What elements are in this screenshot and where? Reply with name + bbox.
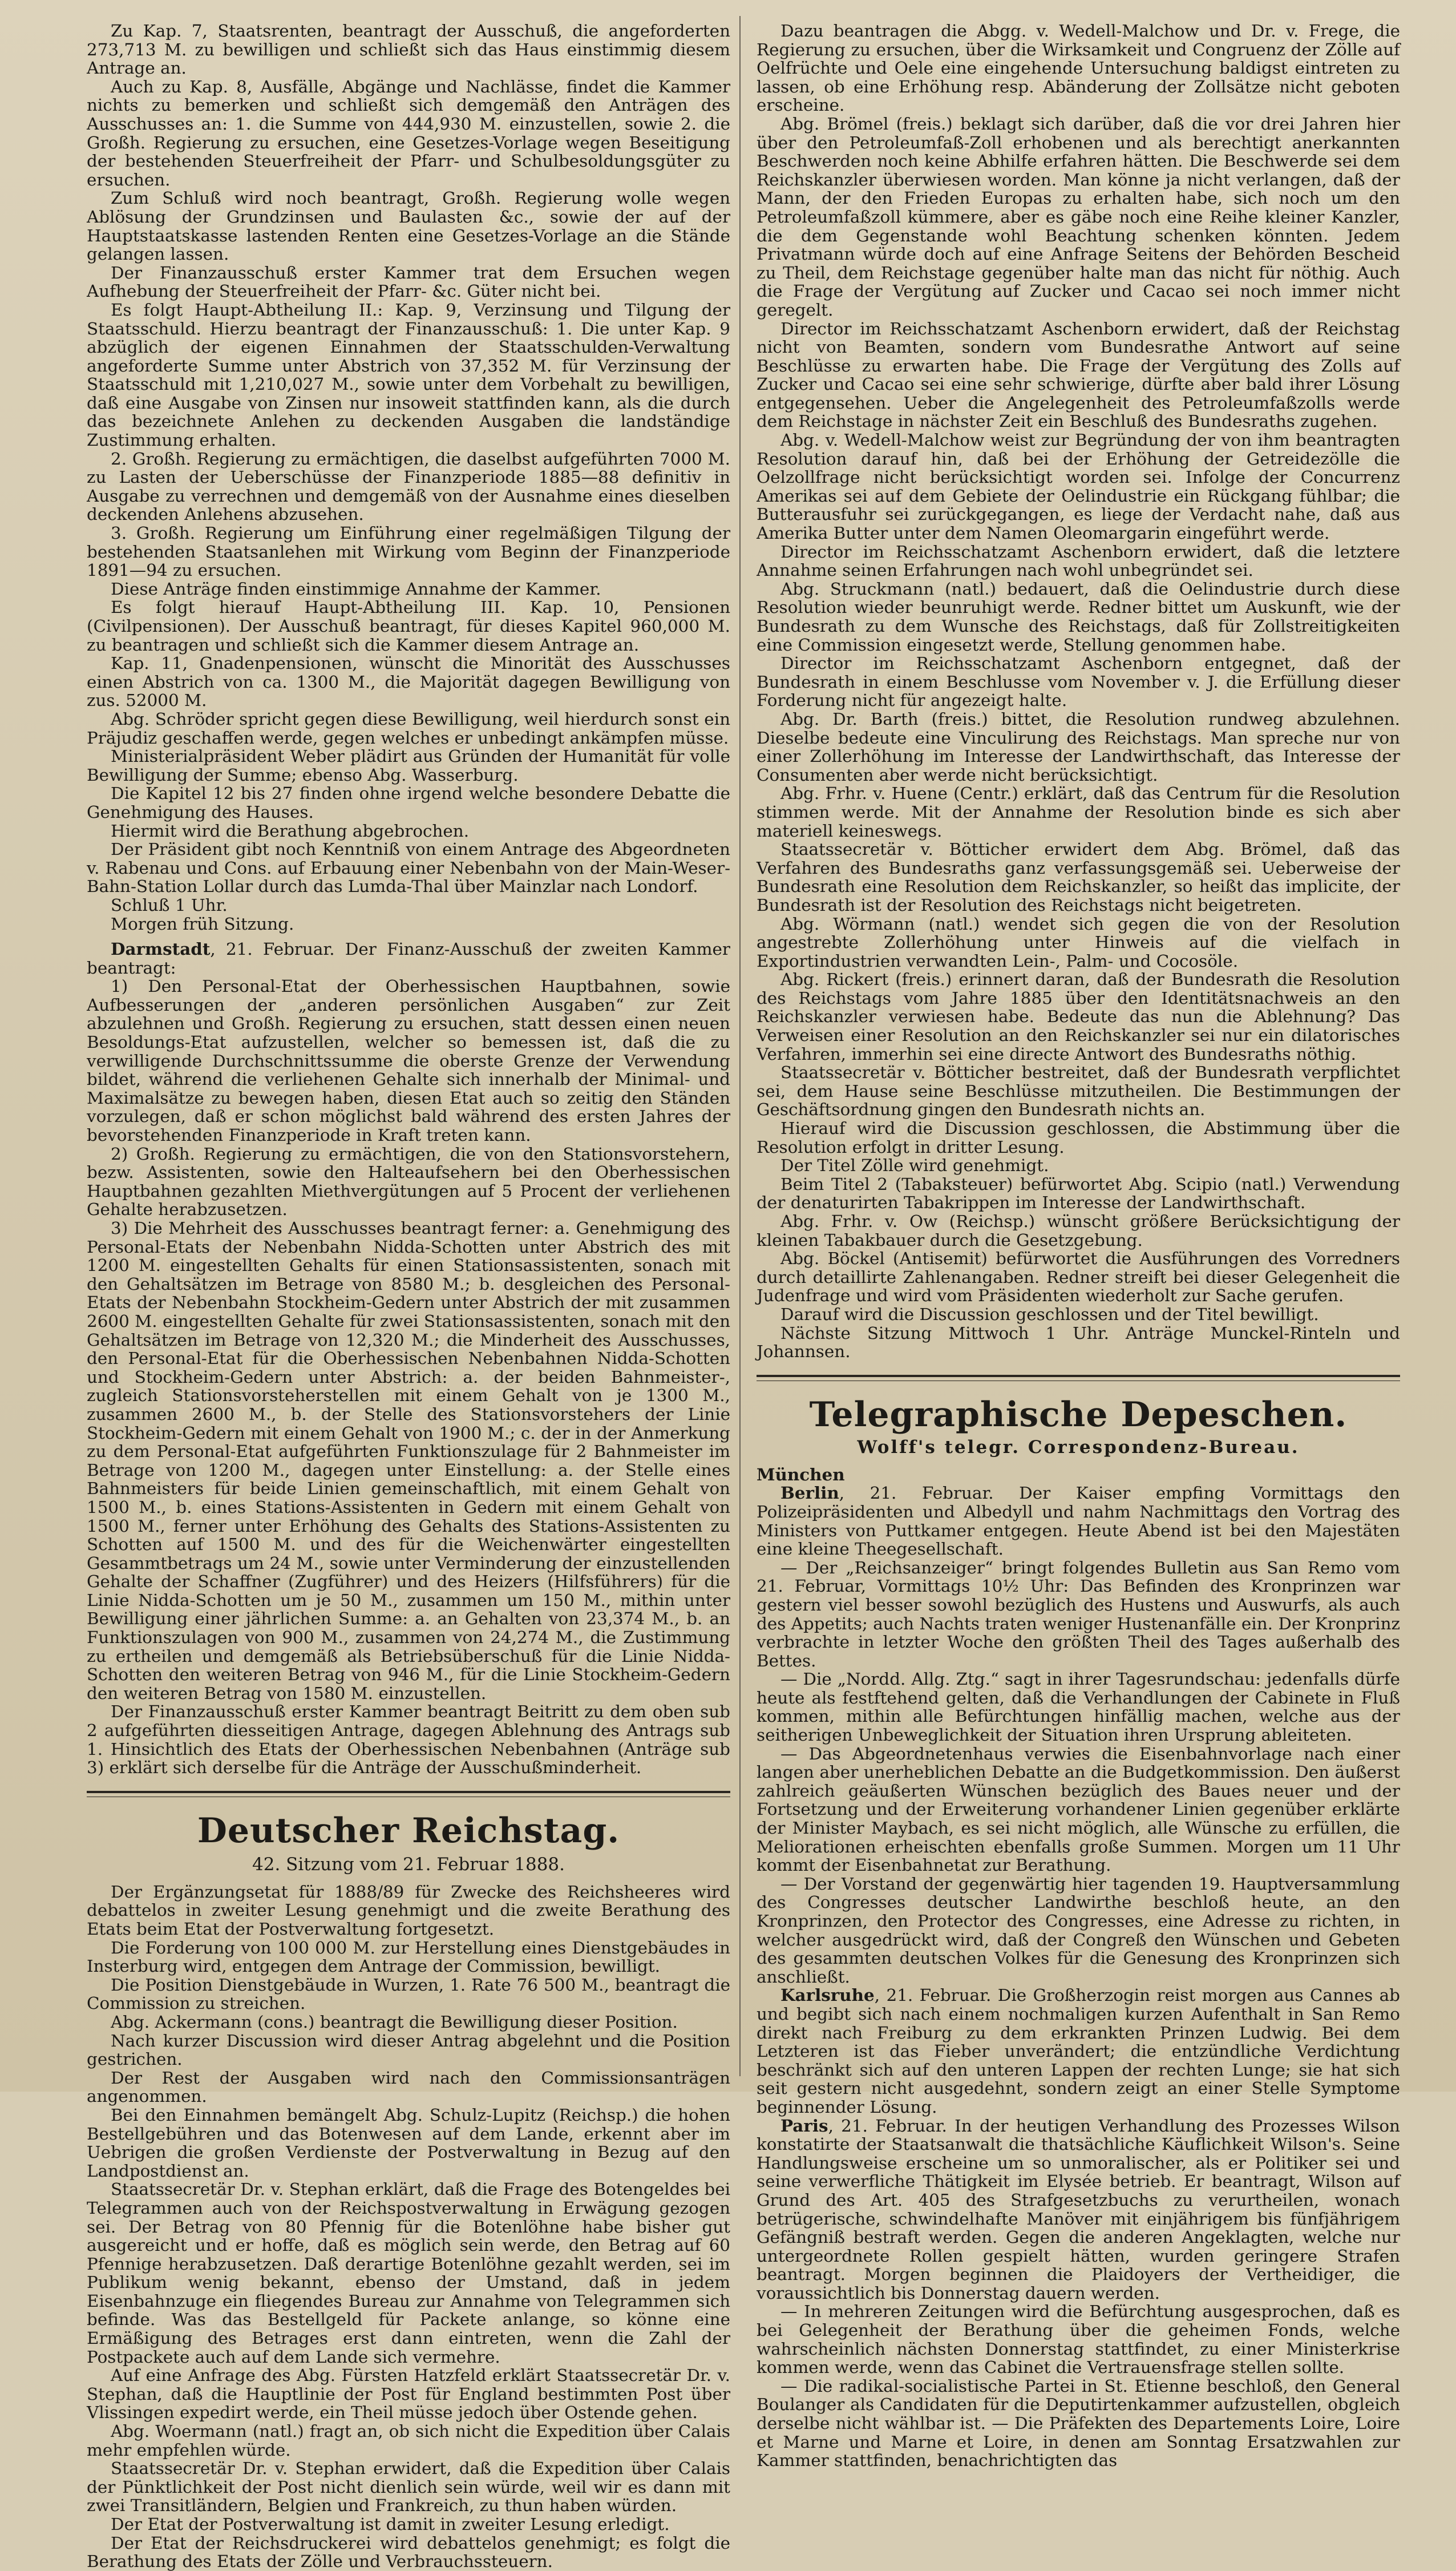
paragraph: Abg. Frhr. v. Ow (Reichsp.) wünscht größere Berücksichtigung der kleinen Tabakbauer durch die Gesetzgebung.: [757, 1212, 1400, 1250]
column-divider: [739, 16, 741, 2076]
paragraph: Abg. Woermann (natl.) fragt an, ob sich nicht die Expedition über Calais mehr empfehlen würde.: [87, 2421, 730, 2460]
paragraph: Darauf wird die Discussion geschlossen und der Titel bewilligt.: [780, 1304, 1319, 1324]
telegraph-heading: Telegraphische Depeschen.: [809, 1394, 1348, 1435]
paragraph: Hierauf wird die Discussion geschlossen, die Abstimmung über die Resolution erfolgt in dritter Lesung.: [757, 1119, 1400, 1157]
paragraph: Der Rest der Ausgaben wird nach den Commissionsanträgen angenommen.: [87, 2068, 730, 2106]
paragraph: Der Ergänzungsetat für 1888/89 für Zwecke des Reichsheeres wird debattelos in zweiter Lesung genehmigt und die zweite Berathung des Etats beim Etat der Postverwaltung fortgesetzt.: [87, 1882, 730, 1939]
dispatch-text: , 21. Februar. Der Finanz-Ausschuß der zweiten Kammer beantragt:: [87, 939, 730, 978]
paragraph: Es folgt Haupt-Abtheilung II.: Kap. 9, Verzinsung und Tilgung der Staatsschuld. Hierzu beantragt der Finanzausschuß: 1. Die unter Kap. 9 abzüglich der eigenen Einnahmen der Staatsschulden-Verwaltung angeforderte Summe unter Abstrich von 37,352 M. für Verzinsung der Staatsschuld mit 1,210,027 M., sowie unter dem Vorbehalt zu bewilligen, daß eine Ausgabe von Zinsen nur insoweit stattfinden kann, als die durch das bezeichnete Anlehen zu deckenden Ausgaben die landständige Zustimmung erhalten.: [87, 300, 730, 450]
paragraph: Director im Reichsschatzamt Aschenborn erwidert, daß der Reichstag nicht von Beamten, sondern vom Bundesrathe Antwort auf seine Beschlüsse zu erwarten habe. Die Frage der Vergütung des Zolls auf Zucker und Cacao sei eine sehr schwierige, dürfte aber bald ihrer Lösung entgegensehen. Ueber die Angelegenheit des Petroleumfaßzolls werde dem Reichstage in nächster Zeit ein Beschluß des Bundesraths zugehen.: [757, 318, 1400, 431]
wire-service-line: Wolff's telegr. Correspondenz-Bureau.: [857, 1436, 1300, 1458]
reichstag-heading: Deutscher Reichstag.: [197, 1810, 620, 1851]
section-rule-thick: [757, 1375, 1400, 1377]
paragraph: Staatssecretär Dr. v. Stephan erwidert, daß die Expedition über Calais der Pünktlichkeit der Post nicht dienlich sein würde, weil wir es dann mit zwei Transitländern, Belgien und Frankreich, zu thun haben würden.: [87, 2459, 730, 2516]
paragraph: Zum Schluß wird noch beantragt, Großh. Regierung wolle wegen Ablösung der Grundzinsen und Baulasten &c., sowie der auf der Hauptstaatskasse lastenden Renten eine Gesetzes-Vorlage an die Stände gelangen lassen.: [87, 188, 730, 264]
paragraph: Abg. Dr. Barth (freis.) bittet, die Resolution rundweg abzulehnen. Dieselbe bedeute eine Vinculirung des Reichstags. Man spreche nur von einer Zollerhöhung im Interesse der Landwirthschaft, das Interesse der Consumenten aber werde nicht berücksichtigt.: [757, 709, 1400, 785]
paragraph: Dazu beantragen die Abgg. v. Wedell-Malchow und Dr. v. Frege, die Regierung zu ersuchen, über die Wirksamkeit und Congruenz der Zölle auf Oelfrüchte und Oele eine eingehende Untersuchung baldigst eintreten zu lassen, ob eine Erhöhung resp. Abänderung der Zollsätze nicht geboten erscheine.: [757, 21, 1400, 115]
karlsruhe-dispatch: [757, 1986, 1400, 2116]
paragraph: Es folgt hierauf Haupt-Abtheilung III. Kap. 10, Pensionen (Civilpensionen). Der Ausschuß beantragt, für dieses Kapitel 960,000 M. zu beantragen und schließt sich die Kammer diesem Antrage an.: [87, 598, 730, 655]
paragraph: Der Finanzausschuß erster Kammer trat dem Ersuchen wegen Aufhebung der Steuerfreiheit der Pfarr- &c. Güter nicht bei.: [87, 263, 730, 301]
darmstadt-dispatch: [87, 940, 730, 977]
dateline-place: Berlin: [780, 1483, 839, 1503]
paragraph: Der Titel Zölle wird genehmigt.: [780, 1156, 1049, 1176]
session-line: 42. Sitzung vom 21. Februar 1888.: [252, 1854, 565, 1875]
paragraph: Diese Anträge finden einstimmige Annahme der Kammer.: [111, 579, 601, 599]
paragraph: — In mehreren Zeitungen wird die Befürchtung ausgesprochen, daß es bei Gelegenheit der Berathung über die geheimen Fonds, welche wahrscheinlich nächsten Donnerstag stattfindet, zu einer Ministerkrise kommen werde, wenn das Cabinet die Vertrauensfrage stellen sollte.: [757, 2302, 1400, 2378]
paragraph: Zu Kap. 7, Staatsrenten, beantragt der Ausschuß, die angeforderten 273,713 M. zu bewilligen und schließt sich das Haus einstimmig diesem Antrage an.: [87, 21, 730, 78]
paragraph: Abg. Wörmann (natl.) wendet sich gegen die von der Resolution angestrebte Zollerhöhung unter Hinweis auf die vielfach in Exportindustrien verwandten Lein-, Palm- und Cocosöle.: [757, 914, 1400, 971]
paragraph: 2) Großh. Regierung zu ermächtigen, die von den Stationsvorstehern, bezw. Assistenten, sowie den Halteaufsehern bei den Oberhessischen Hauptbahnen gezahlten Miethvergütungen auf 5 Procent der verliehenen Gehalte herabzusetzen.: [87, 1144, 730, 1220]
paragraph: — Die „Nordd. Allg. Ztg.“ sagt in ihrer Tagesrundschau: jedenfalls dürfe heute als festftehend gelten, daß die Verhandlungen der Cabinete in Fluß kommen, mithin alle Befürchtungen hinfällig machen, welche aus der seitherigen Unbeweglichkeit der Situation ihren Ursprung ableiteten.: [757, 1669, 1400, 1745]
paragraph: Ministerialpräsident Weber plädirt aus Gründen der Humanität für volle Bewilligung der Summe; ebenso Abg. Wasserburg.: [87, 746, 730, 785]
paragraph: — Die radikal-socialistische Partei in St. Etienne beschloß, den General Boulanger als Candidaten für die Deputirtenkammer aufzustellen, obgleich derselbe nicht wählbar ist. — Die Präfekten des Departements Loire, Loire et Marne und Marne et Loire, in denen am Sonntag Ersatzwahlen zur Kammer stattfinden, benachrichtigten das: [757, 2376, 1400, 2471]
paragraph: Director im Reichsschatzamt Aschenborn entgegnet, daß der Bundesrath in einem Beschlusse vom November v. J. die Erfüllung dieser Forderung nicht für angezeigt halte.: [757, 653, 1400, 711]
paragraph: Abg. Rickert (freis.) erinnert daran, daß der Bundesrath die Resolution des Reichstags vom Jahre 1885 über den Identitätsnachweis an den Reichskanzler verwiesen habe. Bedeute das nun die Ablehnung? Das Verweisen einer Resolution an den Reichskanzler sei nur ein dilatorisches Verfahren, immerhin sei eine directe Antwort des Bundesraths nöthig.: [757, 970, 1400, 1064]
paragraph: — Das Abgeordnetenhaus verwies die Eisenbahnvorlage nach einer langen aber unerheblichen Debatte an die Budgetkommission. Den äußerst zahlreich geäußerten Wünschen bezüglich des Baues neuer und der Fortsetzung und der Erweiterung vorhandener Linien gegenüber erklärte der Minister Maybach, es sei nicht möglich, alle Wünsche zu erfüllen, die Meliorationen erheischten ebenfalls große Summen. Morgen um 11 Uhr kommt der Eisenbahnetat zur Berathung.: [757, 1743, 1400, 1875]
paragraph: Abg. Ackermann (cons.) beantragt die Bewilligung dieser Position.: [111, 2012, 678, 2032]
paragraph: Der Finanzausschuß erster Kammer beantragt Beitritt zu dem oben sub 2 aufgeführten diesseitigen Antrage, dagegen Ablehnung des Antrags sub 1. Hinsichtlich des Etats der Oberhessischen Nebenbahnen (Anträge sub 3) erklärt sich derselbe für die Anträge der Ausschußminderheit.: [87, 1702, 730, 1778]
paragraph: Auch zu Kap. 8, Ausfälle, Abgänge und Nachlässe, findet die Kammer nichts zu bemerken und schließt sich demgemäß den Anträgen des Ausschusses an: 1. die Summe von 444,930 M. einzustellen, sowie 2. die Großh. Regierung zu ersuchen, eine Gesetzes-Vorlage wegen Beseitigung der bestehenden Steuerfreiheit der Pfarr- und Schulbesoldungsgüter zu ersuchen.: [87, 76, 730, 189]
paragraph: 3) Die Mehrheit des Ausschusses beantragt ferner: a. Genehmigung des Personal-Etats der Nebenbahn Nidda-Schotten unter Abstrich des mit 1200 M. eingestellten Gehalts für einen Stationsassistenten, sonach mit den Gehaltsätzen im Betrage von 8580 M.; b. desgleichen des Personal-Etats der Nebenbahn Stockheim-Gedern unter Abstrich der mit zusammen 2600 M. eingestellten Gehalte für zwei Stationsassistenten, sonach mit den Gehaltsätzen im Betrage von 12,320 M.; die Minderheit des Ausschusses, den Personal-Etat für die Oberhessischen Nebenbahnen Nidda-Schotten und Stockheim-Gedern unter Abstrich: a. der beiden Bahnmeister-, zugleich Stationsvorsteherstellen mit einem Gehalt von je 1300 M., zusammen 2600 M., b. der Stelle des Stationsvorstehers der Linie Stockheim-Gedern mit einem Gehalt von 1900 M.; c. der in der Anmerkung zu dem Personal-Etat aufgeführten Funktionszulage für 2 Bahnmeister im Betrage von 1200 M., dagegen unter Einstellung: a. der Stelle eines Bahnmeisters für beide Linien gemeinschaftlich, mit einem Gehalt von 1500 M., b. eines Stations-Assistenten in Gedern mit einem Gehalt von 1500 M., ferner unter Erhöhung des Gehalts des Stations-Assistenten zu Schotten auf 1500 M. und des für die Weichenwärter eingestellten Gesammtbetrags um 24 M., sowie unter Verminderung der einzustellenden Gehalte der Schaffner (Zugführer) und des Heizers (Hilfsführers) für die Linie Nidda-Schotten um je 50 M., zusammen um 150 M., mithin unter Bewilligung einer jährlichen Summe: a. an Gehalten von 23,374 M., b. an Funktionszulagen von 900 M., zusammen von 24,274 M., die Zustimmung zu ertheilen und demgemäß als Betriebsüberschuß für die Linie Nidda-Schotten den weiteren Betrag von 946 M., für die Linie Stockheim-Gedern den weiteren Betrag von 1580 M. einzustellen.: [87, 1218, 730, 1703]
paragraph: Bei den Einnahmen bemängelt Abg. Schulz-Lupitz (Reichsp.) die hohen Bestellgebühren und das Botenwesen auf dem Lande, erkennt aber im Uebrigen die großen Verdienste der Postverwaltung in Bezug auf den Landpostdienst an.: [87, 2105, 730, 2181]
section-rule-thick: [87, 1791, 730, 1793]
dateline-place: Karlsruhe: [780, 1985, 875, 2005]
dateline-place: Darmstadt: [111, 939, 211, 959]
paragraph: Nächste Sitzung Mittwoch 1 Uhr. Anträge Munckel-Rinteln und Johannsen.: [757, 1323, 1400, 1362]
paragraph: Abg. Frhr. v. Huene (Centr.) erklärt, daß das Centrum für die Resolution stimmen werde. Mit der Annahme der Resolution binde es sich aber materiell keineswegs.: [757, 784, 1400, 841]
paragraph: Abg. Struckmann (natl.) bedauert, daß die Oelindustrie durch diese Resolution wieder beunruhigt werde. Redner bittet um Auskunft, wie der Bundesrath zu dem Wunsche des Reichstags, daß für Zollstreitigkeiten eine Commission eingesetzt werde, Stellung genommen habe.: [757, 579, 1400, 655]
paragraph: Auf eine Anfrage des Abg. Fürsten Hatzfeld erklärt Staatssecretär Dr. v. Stephan, daß die Hauptlinie der Post für England bestimmten Post über Vlissingen expedirt werde, ein Theil müsse jedoch über Ostende gehen.: [87, 2366, 730, 2423]
dateline-place: Paris: [780, 2115, 828, 2136]
paragraph: 2. Großh. Regierung zu ermächtigen, die daselbst aufgeführten 7000 M. zu Lasten der Ueberschüsse der Finanzperiode 1885—88 definitiv in Ausgabe zu verrechnen und demgemäß von der Ausnahme eines dieselben deckenden Anlehens abzusehen.: [87, 449, 730, 524]
paragraph: Abg. Brömel (freis.) beklagt sich darüber, daß die vor drei Jahren hier über den Petroleumfaß-Zoll erhobenen und als berechtigt anerkannten Beschwerden noch keine Abhilfe erfahren hätten. Die Beschwerde sei dem Reichskanzler überwiesen worden. Man könne ja nicht verlangen, daß der Mann, der den Frieden Europas zu erhalten habe, sich noch um den Petroleumfaßzoll kümmere, aber es gäbe noch eine Reihe kleiner Kanzler, die dem Gegenstande wohl Beachtung schenken könnten. Jedem Privatmann würde doch auf eine Anfrage Seitens der Behörden Bescheid zu Theil, dem Reichstage gegenüber halte man das nicht für nöthig. Auch die Frage der Vergütung auf Zucker und Cacao sei noch immer nicht geregelt.: [757, 114, 1400, 320]
left-column: [87, 22, 730, 2571]
paragraph: Beim Titel 2 (Tabaksteuer) befürwortet Abg. Scipio (natl.) Verwendung der denaturirten Tabakrippen im Interesse der Landwirthschaft.: [757, 1174, 1400, 1213]
paragraph: Hiermit wird die Berathung abgebrochen.: [111, 821, 470, 841]
paragraph: Schluß 1 Uhr.: [111, 895, 228, 915]
paragraph: Abg. v. Wedell-Malchow weist zur Begründung der von ihm beantragten Resolution darauf hin, daß bei der Erhöhung der Getreidezölle die Oelzollfrage nicht berücksichtigt worden sei. Infolge der Concurrenz Amerikas sei auf dem Gebiete der Oelindustrie ein Rückgang fühlbar; die Butterausfuhr sei zurückgegangen, es liege der Verdacht nahe, daß aus Amerika Butter unter dem Namen Oleomargarin eingeführt werde.: [757, 430, 1400, 543]
paragraph: Der Präsident gibt noch Kenntniß von einem Antrage des Abgeordneten v. Rabenau und Cons. auf Erbauung einer Nebenbahn von der Main-Weser-Bahn-Station Lollar durch das Lumda-Thal über Mainzlar nach Londorf.: [87, 839, 730, 897]
paragraph: Abg. Schröder spricht gegen diese Bewilligung, weil hierdurch sonst ein Präjudiz geschaffen werde, gegen welches er unbedingt ankämpfen müsse.: [87, 709, 730, 748]
paragraph: Staatssecretär Dr. v. Stephan erklärt, daß die Frage des Botengeldes bei Telegrammen auch von der Reichspostverwaltung in Erwägung gezogen sei. Der Betrag von 80 Pfennig für die Botenlöhne habe bisher gut ausgereicht und er hoffe, daß es möglich sein werde, den Betrag auf 60 Pfennige herabzusetzen. Daß derartige Botenlöhne gezahlt werden, sei im Publikum wenig bekannt, ebenso der Umstand, daß in jedem Eisenbahnzuge ein fliegendes Bureau zur Annahme von Telegrammen sich befinde. Was das Bestellgeld für Packete anlange, so könne eine Ermäßigung des Betrages erst dann eintreten, wenn die Zahl der Postpackete auch auf dem Lande sich vermehre.: [87, 2180, 730, 2367]
paragraph: Nach kurzer Discussion wird dieser Antrag abgelehnt und die Position gestrichen.: [87, 2031, 730, 2069]
right-column: [757, 22, 1400, 2470]
paragraph: Der Etat der Reichsdruckerei wird debattelos genehmigt; es folgt die Berathung des Etats der Zölle und Verbrauchssteuern.: [87, 2533, 730, 2571]
paragraph: Director im Reichsschatzamt Aschenborn erwidert, daß die letztere Annahme seinen Erfahrungen nach wohl unbegründet sei.: [757, 542, 1400, 580]
paragraph: Der Etat der Postverwaltung ist damit in zweiter Lesung erledigt.: [111, 2515, 670, 2534]
dispatch-text: , 21. Februar. In der heutigen Verhandlung des Prozesses Wilson konstatirte der Staatsanwalt die thatsächliche Käuflichkeit Wilson's. Seine Handlungsweise erscheine um so unmoralischer, als er Politiker sei und seine verwerfliche Thätigkeit im Elysée betrieb. Er beantragt, Wilson auf Grund des Art. 405 des Strafgesetzbuchs zu verurtheilen, wonach betrügerische, schwindelhafte Manöver mit einjährigem bis fünfjährigem Gefängniß bestraft werden. Gegen die anderen Angeklagten, welche nur untergeordnete Rollen gespielt hätten, wurden geringere Strafen beantragt. Morgen beginnen die Plaidoyers der Vertheidiger, die voraussichtlich bis Donnerstag dauern werden.: [757, 2116, 1400, 2303]
dispatch-text: , 21. Februar. Die Großherzogin reist morgen aus Cannes ab und begibt sich nach einem nochmaligen kurzen Aufenthalt in San Remo direkt nach Freiburg zu dem erkrankten Prinzen Ludwig. Bei dem Letzteren ist das Fieber unverändert; die entzündliche Verdichtung beschränkt sich auf den unteren Lappen der rechten Lunge; sie hat sich seit gestern nicht ausgedehnt, sondern zeigt an einer Stelle Symptome beginnender Lösung.: [757, 1985, 1400, 2117]
paragraph: Staatssecretär v. Bötticher bestreitet, daß der Bundesrath verpflichtet sei, dem Hause seine Beschlüsse mitzutheilen. Die Bestimmungen der Geschäftsordnung gingen den Bundesrath nichts an.: [757, 1063, 1400, 1120]
dispatch-text: , 21. Februar. Der Kaiser empfing Vormittags den Polizeipräsidenten und Albedyll und nahm Nachmittags den Vortrag des Ministers von Puttkamer entgegen. Heute Abend ist bei den Majestäten eine kleine Theegesellschaft.: [757, 1483, 1400, 1559]
paragraph: Kap. 11, Gnadenpensionen, wünscht die Minorität des Ausschusses einen Abstrich von ca. 1300 M., die Majorität dagegen Bewilligung von zus. 52000 M.: [87, 653, 730, 711]
berlin-dispatch: [757, 1484, 1400, 1558]
paragraph: — Der „Reichsanzeiger“ bringt folgendes Bulletin aus San Remo vom 21. Februar, Vormittags 10½ Uhr: Das Befinden des Kronprinzen war gestern viel besser sowohl bezüglich des Hustens und Auswurfs, als auch des Appetits; auch Nachts traten weniger Hustenanfälle ein. Der Kronprinz verbrachte in letzter Woche den größten Theil des Tages außerhalb des Bettes.: [757, 1557, 1400, 1670]
paragraph: Die Forderung von 100 000 M. zur Herstellung eines Dienstgebäudes in Insterburg wird, entgegen dem Antrage der Commission, bewilligt.: [87, 1938, 730, 1976]
paragraph: — Der Vorstand der gegenwärtig hier tagenden 19. Hauptversammlung des Congresses deutscher Landwirthe beschloß heute, an den Kronprinzen, den Protector des Congresses, eine Adresse zu richten, in welcher ausgedrückt wird, daß der Congreß den Wünschen und Gebeten des gesammten deutschen Volkes für die Genesung des Kronprinzen sich anschließt.: [757, 1874, 1400, 1987]
paragraph: Die Position Dienstgebäude in Wurzen, 1. Rate 76 500 M., beantragt die Commission zu streichen.: [87, 1975, 730, 2013]
paragraph: Morgen früh Sitzung.: [111, 914, 294, 934]
paragraph: Staatssecretär v. Bötticher erwidert dem Abg. Brömel, daß das Verfahren des Bundesraths ganz verfassungsgemäß sei. Ueberweise der Bundesrath eine Resolution dem Reichskanzler, so heißt das implicite, der Bundesrath ist der Resolution des Reichstags nicht beigetreten.: [757, 839, 1400, 915]
paris-dispatch: [757, 2117, 1400, 2303]
paragraph: 1) Den Personal-Etat der Oberhessischen Hauptbahnen, sowie Aufbesserungen der „anderen persönlichen Ausgaben“ zur Zeit abzulehnen und Großh. Regierung zu ersuchen, statt dessen einen neuen Besoldungs-Etat aufzustellen, welcher so bemessen ist, daß die zu verwilligende Durchschnittssumme die oberste Grenze der Verwendung bildet, während die verliehenen Gehalte sich innerhalb der Minimal- und Maximalsätze zu bewegen haben, diesen Etat auch so zeitig den Ständen vorzulegen, daß er schon möglichst bald während des ersten Jahres der bevorstehenden Finanzperiode in Kraft treten kann.: [87, 976, 730, 1145]
paragraph: 3. Großh. Regierung um Einführung einer regelmäßigen Tilgung der bestehenden Staatsanlehen mit Wirkung vom Beginn der Finanzperiode 1891—94 zu ersuchen.: [87, 523, 730, 580]
dateline-place: München: [757, 1464, 845, 1484]
paragraph: Abg. Böckel (Antisemit) befürwortet die Ausführungen des Vorredners durch detaillirte Zahlenangaben. Redner streift bei dieser Gelegenheit die Judenfrage und wird vom Präsidenten wiederholt zur Sache gerufen.: [757, 1249, 1400, 1306]
muenchen-dateline: [757, 1466, 1400, 1484]
paragraph: Die Kapitel 12 bis 27 finden ohne irgend welche besondere Debatte die Genehmigung des Hauses.: [87, 784, 730, 822]
